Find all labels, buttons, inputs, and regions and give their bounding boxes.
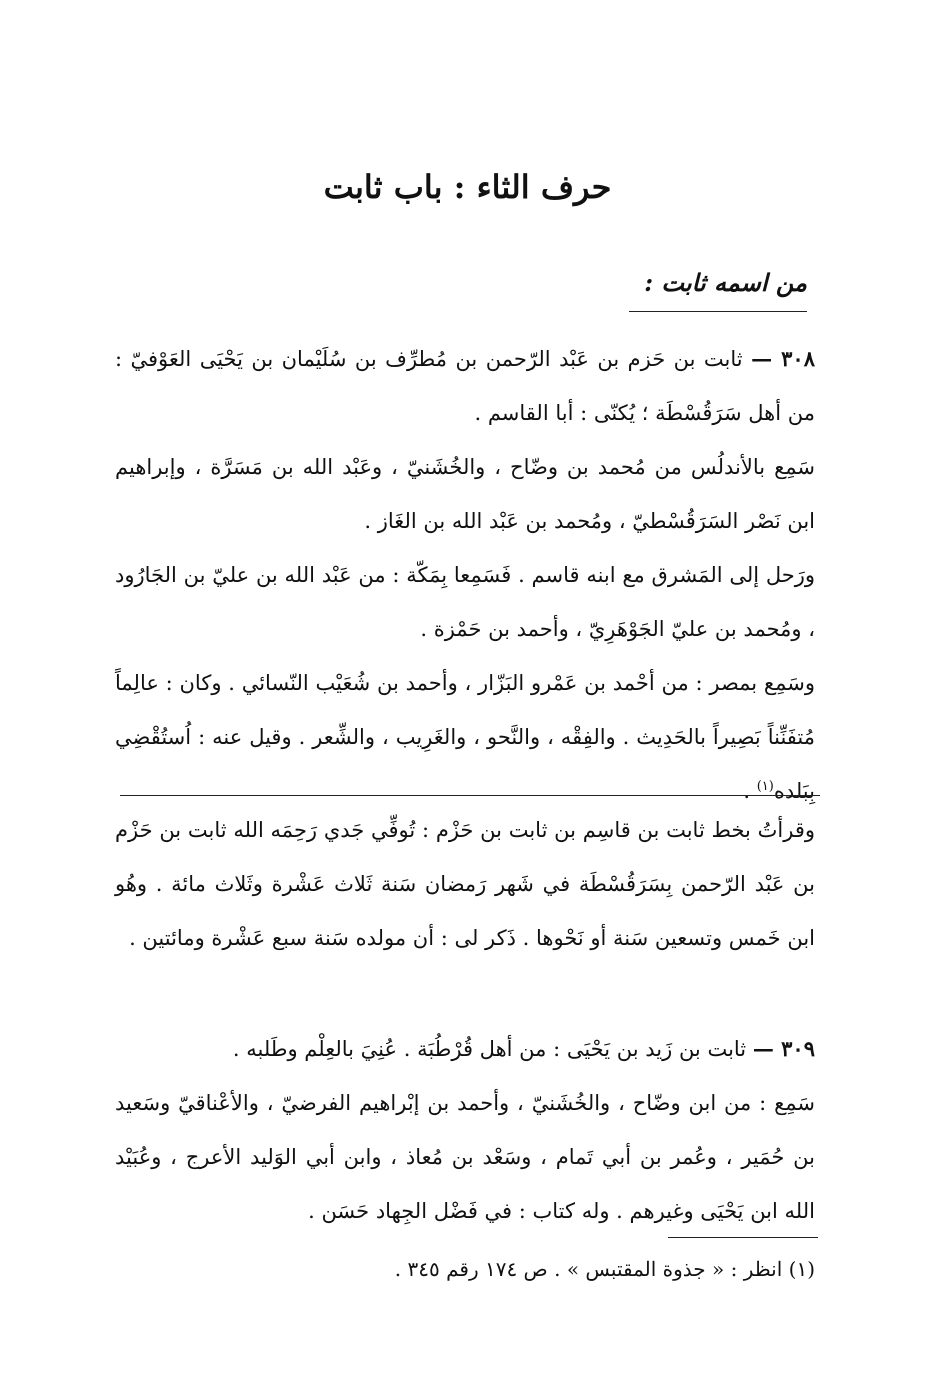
entry-text: ثابت بن زَيد بن يَحْيَى : من أهل قُرْطُبَة . عُنِيَ بالعِلْم وطَلبه .	[232, 1037, 747, 1061]
footnote: (١) انظر : « جذوة المقتبس » . ص ١٧٤ رقم ٣٤٥ .	[394, 1257, 815, 1281]
entry-308-paragraph-5	[115, 803, 815, 965]
footnote-marker: (١)	[756, 779, 774, 794]
entry-text: وسَمِع بمصر : من أحْمد بن عَمْرو البَزّار ، وأحمد بن شُعَيْب النّسائي . وكان : عالِماً مُتفَنِّناً بَصِيراً بالحَدِيث . والفِقْه ، والنَّحو ، والغَرِيب ، والشِّعر . وقيل عنه : اُستُقْضِي بِبَلده	[115, 671, 815, 803]
entry-308	[115, 332, 815, 818]
entry-308-note	[115, 803, 815, 965]
entry-text: ورَحل إلى المَشرق مع ابنه قاسم . فَسَمِعا بِمَكّة : من عَبْد الله بن عليّ بن الجَارُود ، ومُحمد بن عليّ الجَوْهَرِيّ ، وأحمد بن حَمْزة .	[115, 563, 815, 641]
entry-308-paragraph-3	[115, 548, 815, 656]
chapter-title: حرف الثاء : باب ثابت	[323, 168, 612, 206]
entry-text: سَمِع بالأندلُس من مُحمد بن وضّاح ، والخُشَنيّ ، وعَبْد الله بن مَسَرَّة ، وإبراهيم ابن نَصْر السَرَقُسْطيّ ، ومُحمد بن عَبْد الله بن الغَاز .	[115, 455, 815, 533]
entry-309	[115, 1022, 815, 1238]
entry-text: سَمِع : من ابن وضّاح ، والخُشَنيّ ، وأحمد بن إبْراهيم الفرضيّ ، والأعْناقيّ وسَعيد بن حُمَير ، وعُمر بن أبي تَمام ، وسَعْد بن مُعاذ ، وابن أبي الوَليد الأعرج ، وعُبَيْد الله ابن يَحْيَى وغيرهم . وله كتاب : في فَضْل الجِهاد حَسَن .	[115, 1091, 815, 1223]
section-heading: من اسمه ثابت :	[644, 268, 807, 297]
entry-308-paragraph-1	[115, 332, 815, 440]
entry-number: ٣٠٨ —	[751, 346, 815, 371]
entry-text: ثابت بن حَزم بن عَبْد الرّحمن بن مُطرِّف بن سُلَيْمان بن يَحْيَى العَوْفيّ : من أهل سَرَقُسْطَة ؛ يُكنّى : أبا القاسم .	[115, 347, 815, 425]
entry-309-paragraph-2	[115, 1076, 815, 1238]
paragraph-divider	[120, 795, 820, 796]
entry-number: ٣٠٩ —	[752, 1036, 815, 1061]
entry-text: وقرأتُ بخط ثابت بن قاسِم بن ثابت بن حَزْم : تُوفِّي جَدي رَحِمَه الله ثابت بن حَزْم بن عَبْد الرّحمن بِسَرَقُسْطَة في شَهر رَمضان سَنة ثَلاث عَشْرة وثَلاث مائة . وهُو ابن خَمس وتسعين سَنة أو نَحْوها . ذَكر لى : أن مولده سَنة سبع عَشْرة ومائتين .	[115, 818, 816, 950]
section-heading-underline	[629, 311, 807, 312]
entry-308-paragraph-2	[115, 440, 815, 548]
entry-309-paragraph-1	[115, 1022, 815, 1076]
entry-308-paragraph-4: وسَمِع بمصر : من أحْمد بن عَمْرو البَزّار ، وأحمد بن شُعَيْب النّسائي . وكان : عالِماً مُتفَنِّناً بَصِيراً بالحَدِيث . والفِقْه ، والنَّحو ، والغَرِيب ، والشِّعر . وقيل عنه : اُستُقْضِي بِبَلده$^{(١)}$ .	[115, 671, 815, 803]
footnote-separator	[668, 1237, 818, 1238]
